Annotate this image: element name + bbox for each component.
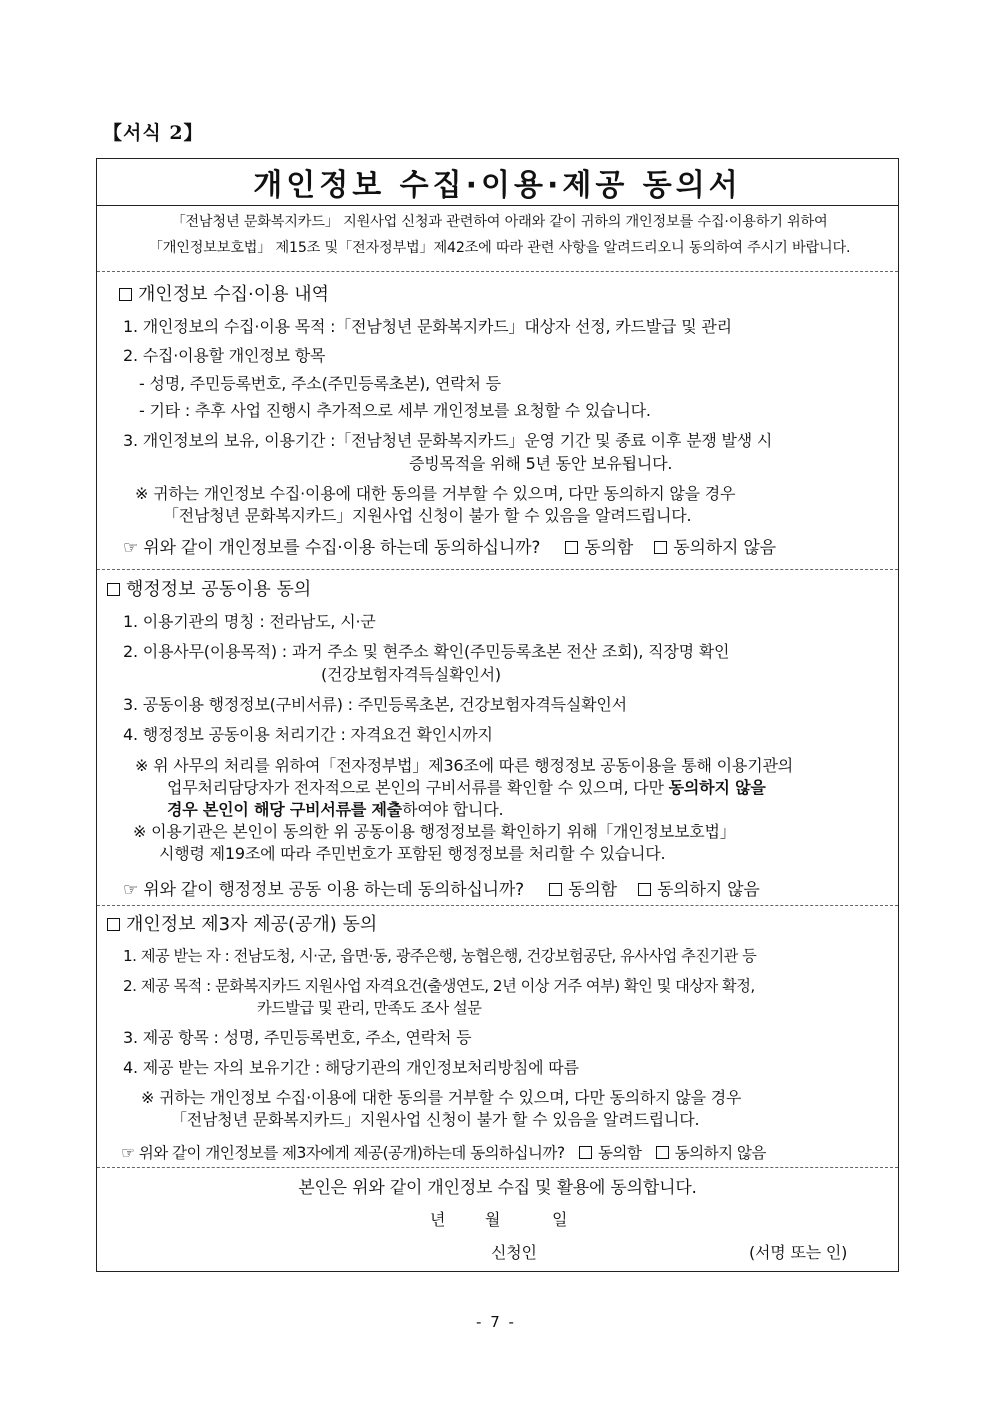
page-number: - 7 - [476, 1313, 516, 1331]
checkbox-icon[interactable] [638, 883, 651, 896]
intro-text [109, 209, 890, 261]
section-divider [97, 271, 898, 272]
list-item: - 기타 : 추후 사업 진행시 추가적으로 세부 개인정보를 요청할 수 있습니다. [139, 401, 651, 420]
agree-option[interactable]: 동의함 [549, 879, 617, 901]
intro-line: 「전남청년 문화복지카드」 지원사업 신청과 관련하여 아래와 같이 귀하의 개인정보를 수집·이용하기 위하여 [171, 214, 828, 230]
section-heading: 개인정보 제3자 제공(공개) 동의 [107, 914, 377, 936]
notice-line: ※ 귀하는 개인정보 수집·이용에 대한 동의를 거부할 수 있으며, 다만 동의하지 않을 경우 [141, 1088, 742, 1107]
notice-line: 「전남청년 문화복지카드」지원사업 신청이 불가 할 수 있음을 알려드립니다. [171, 1110, 700, 1129]
list-item: 2. 수집·이용할 개인정보 항목 [123, 346, 326, 365]
list-item: 2. 이용사무(이용목적) : 과거 주소 및 현주소 확인(주민등록초본 전산 조회), 직장명 확인 [123, 642, 730, 661]
checkbox-icon[interactable] [654, 541, 667, 554]
list-item: 2. 제공 목적 : 문화복지카드 지원사업 자격요건(출생연도, 2년 이상 거주 여부) 확인 및 대상자 확정, [123, 977, 755, 995]
section-divider [97, 1167, 898, 1168]
applicant-label: 신청인 [491, 1243, 537, 1262]
list-item: 4. 제공 받는 자의 보유기간 : 해당기관의 개인정보처리방침에 따름 [123, 1058, 579, 1077]
notice-line: ※ 위 사무의 처리를 위하여「전자정부법」제36조에 따른 행정정보 공동이용을 통해 이용기관의 [135, 756, 793, 775]
checkbox-icon[interactable] [549, 883, 562, 896]
list-item: 1. 개인정보의 수집·이용 목적 :「전남청년 문화복지카드」대상자 선정, 카드발급 및 관리 [123, 317, 732, 336]
consent-question: ☞ 위와 같이 개인정보를 수집·이용 하는데 동의하십니까? 동의함 동의하지 않음 [123, 538, 776, 558]
notice-line: ※ 이용기관은 본인이 동의한 위 공동이용 행정정보를 확인하기 위해「개인정보보호법」 [133, 822, 736, 841]
date-day-label: 일 [552, 1210, 568, 1229]
title-row [97, 159, 898, 206]
consent-form [96, 158, 899, 1272]
list-item: 4. 행정정보 공동이용 처리기간 : 자격요건 확인시까지 [123, 725, 493, 744]
list-item: - 성명, 주민등록번호, 주소(주민등록초본), 연락처 등 [139, 374, 501, 393]
checkbox-icon[interactable] [579, 1146, 592, 1159]
section-divider [97, 569, 898, 570]
checkbox-icon[interactable] [656, 1146, 669, 1159]
disagree-option[interactable]: 동의하지 않음 [654, 537, 776, 559]
date-year-label: 년 [430, 1210, 446, 1229]
page-title: 개인정보 수집·이용·제공 동의서 [253, 168, 742, 203]
notice-line: 업무처리담당자가 전자적으로 본인의 구비서류를 확인할 수 있으며, 다만 동의하지 않을 [167, 778, 766, 797]
section-heading: 개인정보 수집·이용 내역 [119, 284, 329, 306]
notice-line: 시행령 제19조에 따라 주민번호가 포함된 행정정보를 처리할 수 있습니다. [159, 844, 666, 863]
section-divider [97, 905, 898, 906]
section-heading: 행정정보 공동이용 동의 [107, 579, 311, 601]
disagree-option[interactable]: 동의하지 않음 [638, 879, 760, 901]
consent-statement: 본인은 위와 같이 개인정보 수집 및 활용에 동의합니다. [298, 1178, 697, 1198]
list-item: 1. 이용기관의 명칭 : 전라남도, 시·군 [123, 612, 376, 631]
consent-question: ☞ 위와 같이 개인정보를 제3자에게 제공(공개)하는데 동의하십니까? 동의함 동의하지 않음 [121, 1144, 766, 1162]
form-label: 【서식 2】 [103, 122, 204, 144]
checkbox-icon [107, 918, 120, 931]
agree-option[interactable]: 동의함 [565, 537, 633, 559]
date-month-label: 월 [485, 1210, 501, 1229]
consent-question: ☞ 위와 같이 행정정보 공동 이용 하는데 동의하십니까? 동의함 동의하지 않음 [123, 880, 760, 900]
notice-line: ※ 귀하는 개인정보 수집·이용에 대한 동의를 거부할 수 있으며, 다만 동의하지 않을 경우 [135, 484, 736, 503]
list-item: 3. 제공 항목 : 성명, 주민등록번호, 주소, 연락처 등 [123, 1028, 472, 1047]
checkbox-icon [119, 288, 132, 301]
signature-note: (서명 또는 인) [749, 1243, 848, 1262]
list-item: 증빙목적을 위해 5년 동안 보유됩니다. [409, 454, 673, 473]
list-item: (건강보험자격득실확인서) [321, 665, 501, 684]
list-item: 1. 제공 받는 자 : 전남도청, 시·군, 읍면·동, 광주은행, 농협은행, 건강보험공단, 유사사업 추진기관 등 [123, 947, 757, 965]
disagree-option[interactable]: 동의하지 않음 [656, 1142, 766, 1164]
intro-line: 「개인정보보호법」 제15조 및「전자정부법」제42조에 따라 관련 사항을 알려드리오니 동의하여 주시기 바랍니다. [148, 240, 851, 256]
list-item: 3. 공동이용 행정정보(구비서류) : 주민등록초본, 건강보험자격득실확인서 [123, 695, 627, 714]
list-item: 3. 개인정보의 보유, 이용기간 :「전남청년 문화복지카드」운영 기간 및 종료 이후 분쟁 발생 시 [123, 431, 773, 450]
checkbox-icon[interactable] [565, 541, 578, 554]
notice-line: 경우 본인이 해당 구비서류를 제출하여야 합니다. [167, 800, 504, 819]
list-item: 카드발급 및 관리, 만족도 조사 설문 [257, 999, 482, 1017]
checkbox-icon [107, 583, 120, 596]
agree-option[interactable]: 동의함 [579, 1142, 641, 1164]
notice-line: 「전남청년 문화복지카드」지원사업 신청이 불가 할 수 있음을 알려드립니다. [163, 506, 692, 525]
